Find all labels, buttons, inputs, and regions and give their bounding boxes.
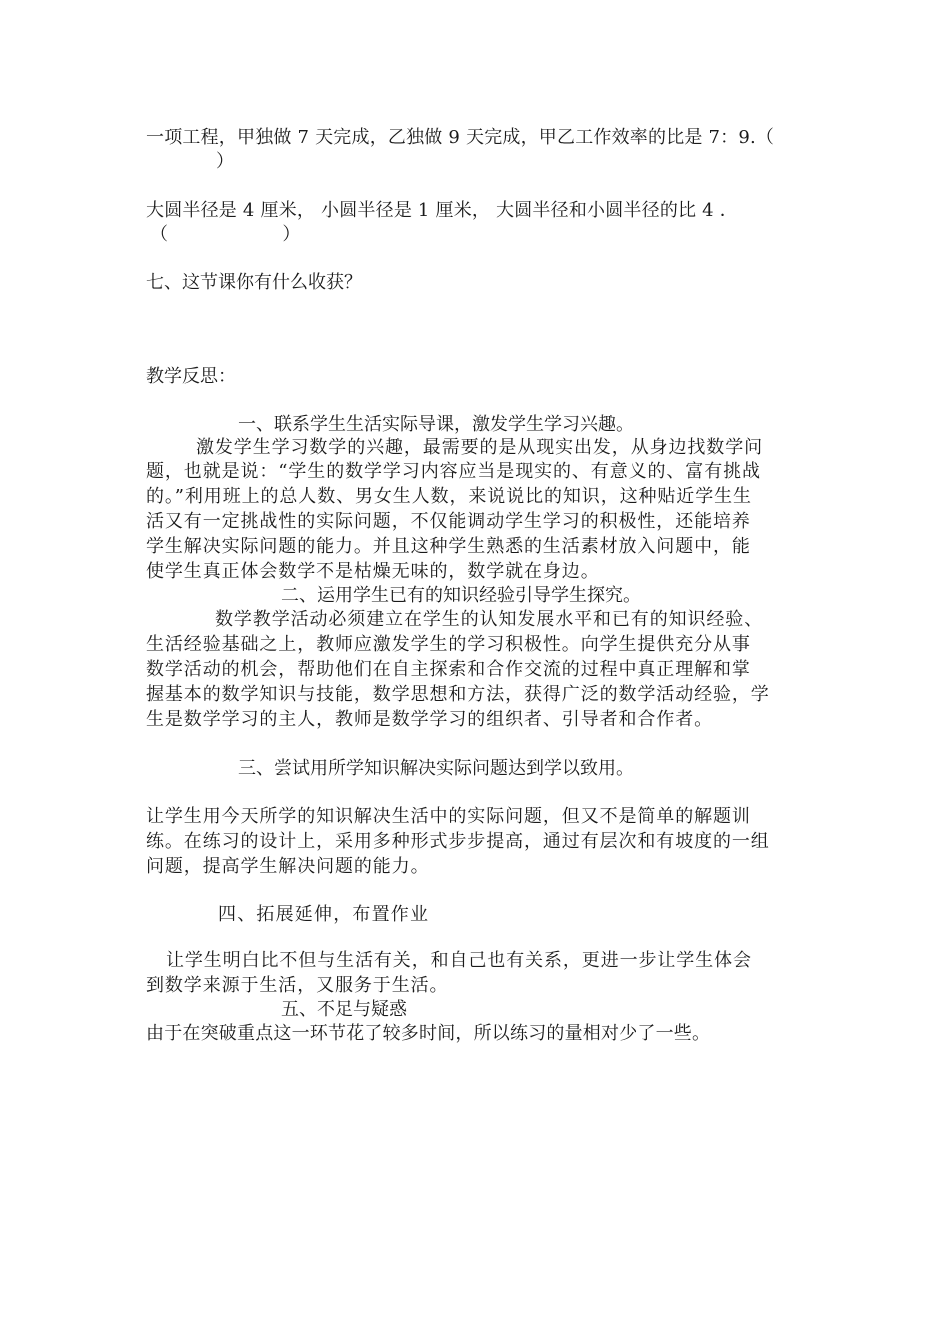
reflection-heading-2: 二、运用学生已有的知识经验引导学生探究。 [281,585,641,606]
paragraph-line: 握基本的数学知识与技能，数学思想和方法，获得广泛的数学活动经验，学 [146,684,770,705]
paragraph-line: 让学生用今天所学的知识解决生活中的实际问题，但又不是简单的解题训 [146,806,751,827]
paragraph-line: 问题，提高学生解决问题的能力。 [146,856,430,877]
paragraph-line: 学生解决实际问题的能力。并且这种学生熟悉的生活素材放入问题中，能 [146,536,751,557]
reflection-heading-4: 四、拓展延伸，布置作业 [218,904,430,925]
answer-blank: （ ） [150,224,301,245]
paragraph-line: 数学教学活动必须建立在学生的认知发展水平和已有的知识经验、 [215,609,764,630]
question-text: 大圆半径是 4 厘米， 小圆半径是 1 厘米， 大圆半径和小圆半径的比 4 ． [146,200,738,221]
question-text: 一项工程，甲独做 7 天完成，乙独做 9 天完成，甲乙工作效率的比是 7：9.（ [146,127,775,148]
paragraph-line: 使学生真正体会数学不是枯燥无味的，数学就在身边。 [146,561,600,582]
section-heading: 七、这节课你有什么收获？ [146,272,362,293]
reflection-paragraph-5: 由于在突破重点这一环节花了较多时间，所以练习的量相对少了一些。 [146,1023,711,1044]
paragraph-line: 生活经验基础之上，教师应激发学生的学习积极性。向学生提供充分从事 [146,634,751,655]
paragraph-line: 激发学生学习数学的兴趣，最需要的是从现实出发，从身边找数学问 [196,437,763,458]
paragraph-line: 生是数学学习的主人，教师是数学学习的组织者、引导者和合作者。 [146,709,713,730]
answer-blank: ） [216,151,234,172]
paragraph-line: 到数学来源于生活，又服务于生活。 [146,975,449,996]
paragraph-line: 的。”利用班上的总人数、男女生人数，来说说比的知识，这种贴近学生生 [146,486,752,507]
reflection-title: 教学反思： [146,366,236,387]
paragraph-line: 让学生明白比不但与生活有关，和自己也有关系，更进一步让学生体会 [166,950,752,971]
paragraph-line: 数学活动的机会，帮助他们在自主探索和合作交流的过程中真正理解和掌 [146,659,751,680]
reflection-heading-5: 五、不足与疑惑 [281,999,407,1020]
reflection-heading-3: 三、尝试用所学知识解决实际问题达到学以致用。 [238,758,634,779]
paragraph-line: 活又有一定挑战性的实际问题，不仅能调动学生学习的积极性，还能培养 [146,511,751,532]
reflection-heading-1: 一、联系学生生活实际导课，激发学生学习兴趣。 [238,414,634,435]
paragraph-line: 练。在练习的设计上，采用多种形式步步提高，通过有层次和有坡度的一组 [146,831,770,852]
paragraph-line: 题，也就是说：“学生的数学学习内容应当是现实的、有意义的、富有挑战 [146,461,761,482]
